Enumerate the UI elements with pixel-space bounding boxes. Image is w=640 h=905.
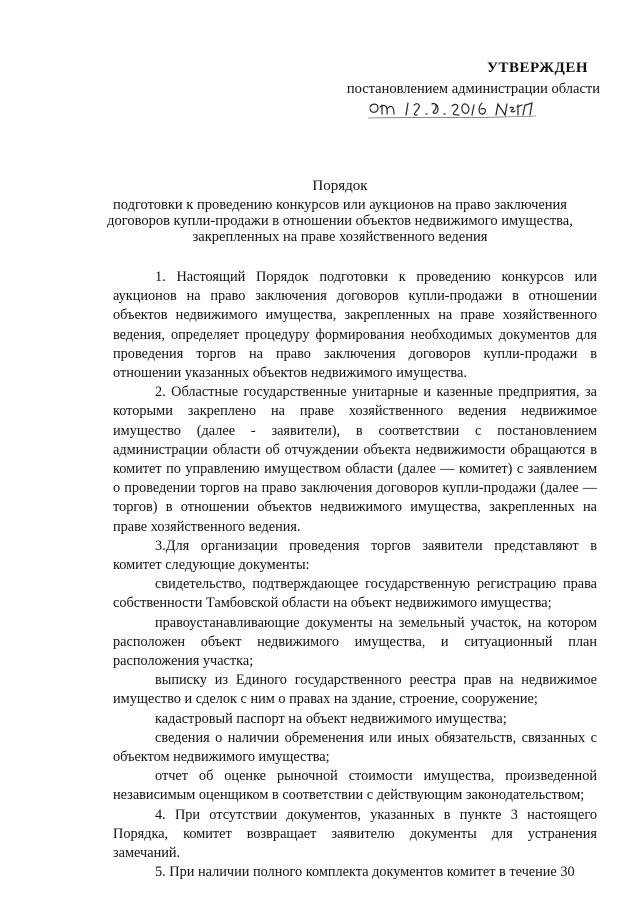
handwritten-date-signature [368, 99, 538, 121]
approval-resolution-line: постановлением администрации области [346, 81, 600, 97]
document-subtitle-line: договоров купли-продажи в отношении объектов недвижимого имущества, [107, 213, 573, 229]
list-item-encumbrance: сведения о наличии обременения или иных обязательств, связанных с объектом недвижимого имущества; [113, 729, 597, 766]
list-item-land-documents: правоустанавливающие документы на земельный участок, на котором расположен объект недвижимого имущества, и ситуационный план расположения участка; [113, 614, 597, 670]
document-subtitle-line: подготовки к проведению конкурсов или аукционов на право заключения [113, 197, 567, 213]
document-body [113, 268, 597, 883]
document-subtitle-line: закрепленных на праве хозяйственного ведения [192, 229, 488, 245]
list-item-cadastral-passport: кадастровый паспорт на объект недвижимого имущества; [155, 710, 507, 727]
paragraph-4: 4. При отсутствии документов, указанных в пункте 3 настоящего Порядка, комитет возвращает заявителю документы для устранения замечаний. [113, 806, 597, 862]
document-heading [80, 177, 600, 245]
list-item-registry-extract: выписку из Единого государственного реестра прав на недвижимое имущество и сделок с ним о правах на здание, строение, сооружение; [113, 672, 597, 708]
document-title: Порядок [312, 178, 368, 194]
list-item-certificate: свидетельство, подтверждающее государственную регистрацию права собственности Тамбовской области на объект недвижимого имущества; [113, 576, 597, 612]
paragraph-5: 5. При наличии полного комплекта документов комитет в течение 30 [155, 864, 575, 881]
approval-title: УТВЕРЖДЕН [487, 60, 588, 76]
list-item-valuation-report: отчет об оценке рыночной стоимости имущества, произведенной независимым оценщиком в соответствии с действующим законодательством; [113, 768, 597, 804]
approval-block [300, 58, 600, 98]
paragraph-3: 3.Для организации проведения торгов заявители представляют в комитет следующие документы: [113, 537, 597, 574]
paragraph-2: 2. Областные государственные унитарные и казенные предприятия, за которыми закреплено на праве хозяйственного ведения недвижимое имущество (далее - заявители), в соответствии с постановлением администрации области об отчуждении объекта недвижимости обращаются в комитет по управлению имуществом области (далее — комитет) с заявлением о проведении торгов на право заключения договоров купли-продажи (далее — торгов) в отношении объектов недвижимого имущества, закрепленных на праве хозяйственного ведения. [113, 384, 597, 535]
paragraph-1: 1. Настоящий Порядок подготовки к проведению конкурсов или аукционов на право заключения договоров купли-продажи в отношении объектов недвижимого имущества, закрепленных на праве хозяйственного ведения, определяет процедуру формирования необходимых документов для проведения торгов на право заключения договоров купли-продажи в отношении указанных объектов недвижимого имущества. [113, 269, 597, 382]
